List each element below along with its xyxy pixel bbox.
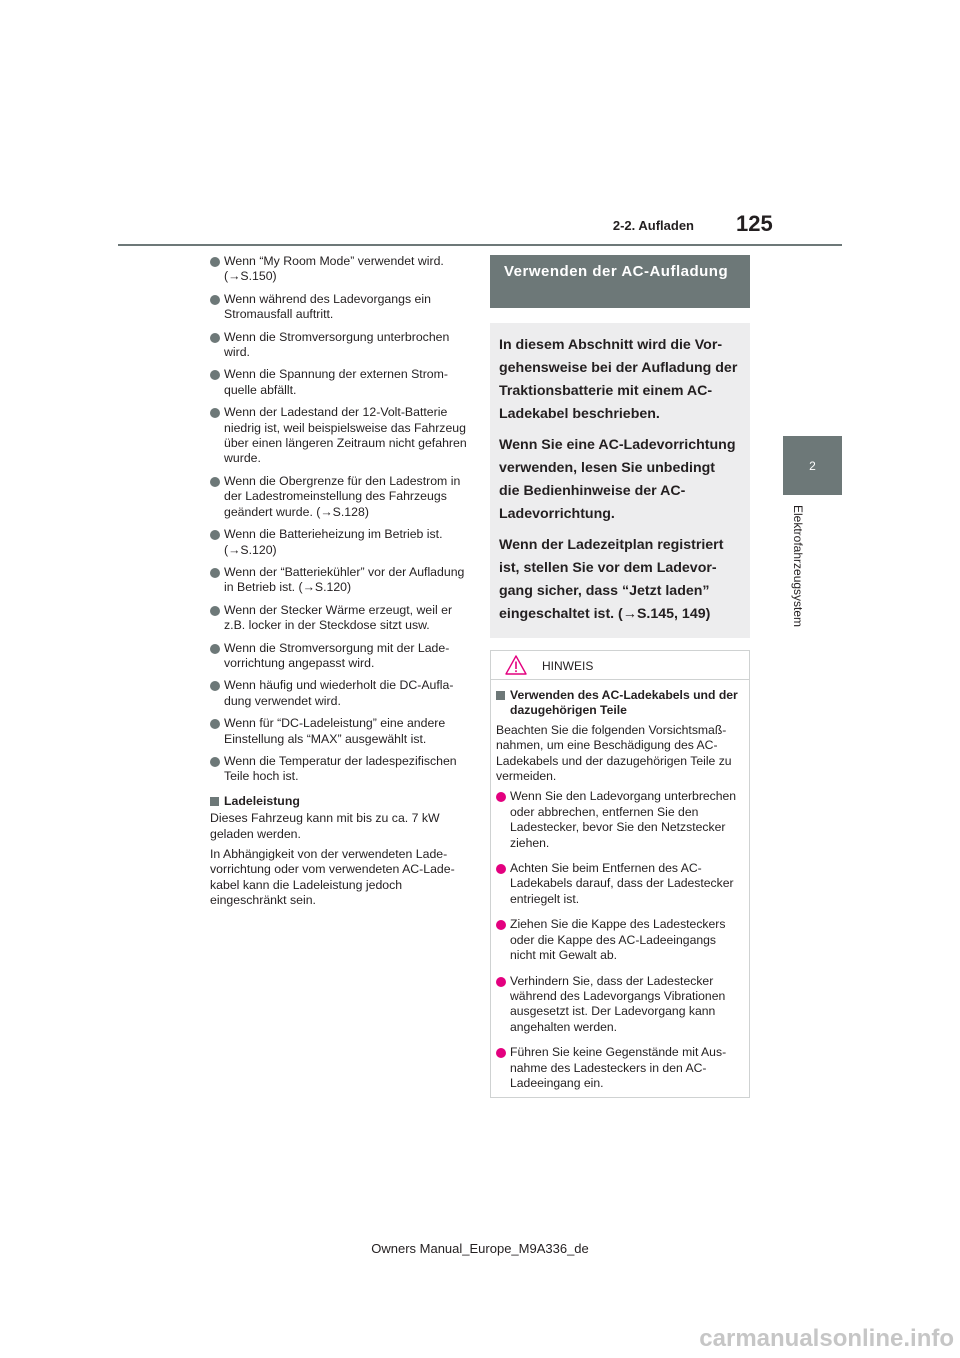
- list-item: Wenn häufig und wiederholt die DC-Aufladung verwendet wird.: [210, 678, 470, 709]
- bullet-dot-icon: [210, 681, 220, 691]
- bullet-dot-icon: [210, 370, 220, 380]
- list-item: Wenn die Batterieheizung im Betrieb ist. (→S.120): [210, 527, 470, 558]
- warning-triangle-icon: [505, 655, 527, 675]
- bullet-dot-icon: [496, 920, 506, 930]
- header-divider: [118, 244, 842, 246]
- intro-box: [490, 323, 750, 638]
- notice-text: Beachten Sie die folgenden Vorsichtsmaßnahmen, um eine Beschädigung des AC-Ladekabels und der dazugehörigen Teile zu vermeiden.: [496, 722, 732, 784]
- bullet-dot-icon: [210, 606, 220, 616]
- notice-header: [491, 651, 749, 680]
- list-item: Wenn der “Batteriekühler” vor der Aufladung in Betrieb ist. (→S.120): [210, 565, 470, 596]
- section-heading: Verwenden der AC-Aufladung: [490, 255, 750, 308]
- right-column: [490, 255, 750, 1098]
- list-item: Wenn der Stecker Wärme erzeugt, weil er z.B. locker in der Steckdose sitzt usw.: [210, 603, 470, 634]
- list-item: Wenn die Spannung der externen Stromquelle abfällt.: [210, 367, 470, 398]
- notice-list-item: Achten Sie beim Entfernen des AC-Ladekabels darauf, dass der Ladestecker entriegelt ist.: [496, 861, 741, 907]
- watermark: carmanualsonline.info: [699, 1325, 954, 1352]
- left-column: [210, 254, 470, 914]
- bullet-dot-icon: [210, 477, 220, 487]
- list-item: Wenn während des Ladevorgangs ein Stromausfall auftritt.: [210, 292, 470, 323]
- notice-box: [490, 650, 750, 1098]
- bullet-dot-icon: [210, 568, 220, 578]
- bullet-dot-icon: [496, 864, 506, 874]
- chapter-tab[interactable]: [783, 436, 842, 495]
- list-item: Wenn der Ladestand der 12-Volt-Batterie niedrig ist, weil beispielsweise das Fahrzeug über einen längeren Zeitraum nicht gefahren wurde.: [210, 405, 470, 467]
- list-item: Wenn für “DC-Ladeleistung” eine andere Einstellung als “MAX” ausgewählt ist.: [210, 716, 470, 747]
- notice-list-item: Führen Sie keine Gegenstände mit Ausnahme des Ladesteckers in den AC-Ladeeingang ein.: [496, 1045, 741, 1091]
- list-item: Wenn “My Room Mode” verwendet wird. (→S.150): [210, 254, 470, 285]
- section-title: 2-2. Aufladen: [612, 218, 694, 233]
- bullet-dot-icon: [210, 719, 220, 729]
- subheading-ladeleistung: Ladeleistung: [210, 794, 470, 809]
- notice-list-item: Verhindern Sie, dass der Ladestecker während des Ladevorgangs Vibrationen ausgesetzt ist. Der Ladevorgang kann angehalten werden.: [496, 974, 741, 1036]
- footer-doc-id: Owners Manual_Europe_M9A336_de: [371, 1241, 589, 1256]
- bullet-dot-icon: [210, 530, 220, 540]
- notice-subheading: Verwenden des AC-Ladekabels und der dazugehörigen Teile: [496, 688, 741, 719]
- bullet-dot-icon: [496, 792, 506, 802]
- list-item: Wenn die Stromversorgung unterbrochen wird.: [210, 330, 470, 361]
- notice-list-item: Wenn Sie den Ladevorgang unterbrechen oder abbrechen, entfernen Sie den Ladestecker, bevor Sie den Netzstecker ziehen.: [496, 789, 741, 851]
- intro-paragraph: Wenn der Ladezeitplan registriert ist, stellen Sie vor dem Ladevorgang sicher, dass “Jetzt laden” eingeschaltet ist. (→S.145, 149): [499, 537, 724, 622]
- list-item: Wenn die Obergrenze für den Ladestrom in der Ladestromeinstellung des Fahrzeugs geändert wurde. (→S.128): [210, 474, 470, 520]
- paragraph: Dieses Fahrzeug kann mit bis zu ca. 7 kW geladen werden.: [210, 811, 440, 841]
- page-number: 125: [736, 211, 773, 236]
- bullet-dot-icon: [210, 757, 220, 767]
- chapter-number: 2: [809, 458, 816, 473]
- bullet-dot-icon: [210, 257, 220, 267]
- notice-label: HINWEIS: [542, 659, 594, 673]
- notice-list-item: Ziehen Sie die Kappe des Ladesteckers oder die Kappe des AC-Ladeeingangs nicht mit Gewalt ab.: [496, 917, 741, 963]
- bullet-dot-icon: [496, 1048, 506, 1058]
- paragraph: In Abhängigkeit von der verwendeten Ladevorrichtung oder vom verwendeten AC-Ladekabel kann die Ladeleistung jedoch eingeschränkt sein.: [210, 847, 455, 908]
- bullet-dot-icon: [210, 295, 220, 305]
- intro-paragraph: Wenn Sie eine AC-Ladevorrichtung verwenden, lesen Sie unbedingt die Bedienhinweise der AC-Ladevorrichtung.: [499, 437, 736, 522]
- bullet-dot-icon: [210, 644, 220, 654]
- chapter-title: Elektrofahrzeugsystem: [791, 505, 805, 628]
- bullet-dot-icon: [210, 333, 220, 343]
- notice-body: [491, 680, 749, 1097]
- list-item: Wenn die Stromversorgung mit der Ladevorrichtung angepasst wird.: [210, 641, 470, 672]
- square-marker-icon: [210, 797, 219, 806]
- list-item: Wenn die Temperatur der ladespezifischen Teile hoch ist.: [210, 754, 470, 785]
- bullet-dot-icon: [496, 977, 506, 987]
- intro-paragraph: In diesem Abschnitt wird die Vorgehensweise bei der Aufladung der Traktionsbatterie mit einem AC-Ladekabel beschrieben.: [499, 337, 738, 422]
- square-marker-icon: [496, 691, 505, 700]
- bullet-dot-icon: [210, 408, 220, 418]
